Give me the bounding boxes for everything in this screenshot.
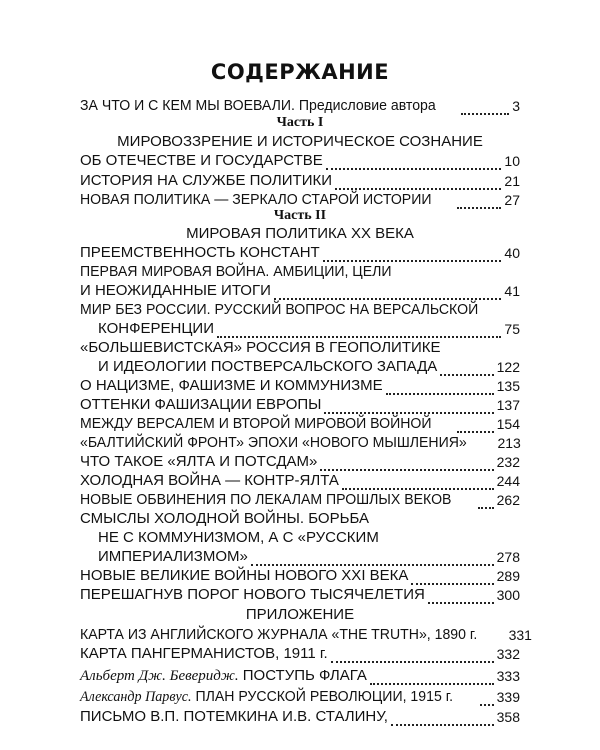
toc-entry	[80, 527, 520, 547]
leader-dots	[335, 174, 501, 190]
toc-entry-author: Александр Парвус.	[80, 689, 192, 705]
toc-entry	[80, 394, 520, 414]
toc-entry	[80, 242, 520, 262]
toc-entry-text: И НЕОЖИДАННЫЕ ИТОГИ	[80, 282, 271, 299]
toc-entry-page: 122	[496, 359, 520, 375]
toc-entry	[80, 413, 520, 433]
toc-entry-text: МЕЖДУ ВЕРСАЛЕМ И ВТОРОЙ МИРОВОЙ ВОЙНОЙ	[80, 415, 432, 432]
toc-entry	[80, 643, 520, 663]
toc-entry	[80, 706, 520, 726]
toc-entry-text: ПЕРЕШАГНУВ ПОРОГ НОВОГО ТЫСЯЧЕЛЕТИЯ	[80, 586, 425, 603]
toc-entry	[80, 451, 520, 471]
toc-entry-text: «БАЛТИЙСКИЙ ФРОНТ» ЭПОХИ «НОВОГО МЫШЛЕНИЯ»	[80, 434, 467, 451]
toc-entry-page: 289	[496, 568, 520, 584]
toc-entry-text: НОВЫЕ ОБВИНЕНИЯ ПО ЛЕКАЛАМ ПРОШЛЫХ ВЕКОВ	[80, 491, 452, 508]
leader-dots	[217, 322, 501, 338]
toc-entry	[80, 299, 520, 319]
toc-entry-author: Альберт Дж. Беверидж.	[80, 668, 239, 684]
leader-dots	[251, 550, 494, 566]
toc-entry-text: КАРТА ИЗ АНГЛИЙСКОГО ЖУРНАЛА «THE TRUTH», 1890 г.	[80, 626, 478, 643]
toc-entry-page: 10	[504, 153, 520, 169]
toc-entry-text: Александр Парвус. ПЛАН РУССКОЙ РЕВОЛЮЦИИ, 1915 г.	[80, 688, 454, 705]
leader-dots	[320, 455, 493, 471]
toc-entry-text: ПЕРВАЯ МИРОВАЯ ВОЙНА. АМБИЦИИ, ЦЕЛИ	[80, 263, 392, 280]
toc-entry	[80, 489, 520, 509]
toc-entry-text: ПИСЬМО В.П. ПОТЕМКИНА И.В. СТАЛИНУ,	[80, 708, 388, 725]
toc-entry	[80, 565, 520, 585]
leader-dots	[323, 246, 502, 262]
toc-entry	[80, 318, 520, 338]
toc-entry	[80, 170, 520, 190]
leader-dots	[342, 474, 494, 490]
leader-dots	[324, 398, 493, 414]
toc-entry-page: 154	[496, 416, 520, 432]
toc-entry	[80, 624, 532, 644]
toc-entry-text: НОВЫЕ ВЕЛИКИЕ ВОЙНЫ НОВОГО XXI ВЕКА	[80, 567, 409, 584]
toc-entry	[80, 337, 520, 357]
toc-entry-text: ИСТОРИЯ НА СЛУЖБЕ ПОЛИТИКИ	[80, 172, 333, 189]
toc-entry	[80, 261, 520, 281]
toc-entry-page: 300	[496, 587, 520, 603]
toc-entry-page: 21	[504, 173, 520, 189]
toc-entry-text: СМЫСЛЫ ХОЛОДНОЙ ВОЙНЫ. БОРЬБА	[80, 510, 369, 527]
toc-entry	[80, 280, 520, 300]
leader-dots	[331, 647, 494, 663]
toc-entry-text: НЕ С КОММУНИЗМОМ, А С «РУССКИМ	[98, 529, 379, 546]
toc-entry-preface	[80, 95, 520, 115]
toc-entry-page: 27	[504, 192, 520, 208]
toc-entry-text: НОВАЯ ПОЛИТИКА — ЗЕРКАЛО СТАРОЙ ИСТОРИИ	[80, 191, 432, 208]
toc-entry-page: 262	[496, 492, 520, 508]
toc-entry-text: ОТТЕНКИ ФАШИЗАЦИИ ЕВРОПЫ	[80, 396, 322, 413]
toc-entry-page: 137	[496, 397, 520, 413]
part-label: Часть II	[273, 208, 327, 223]
toc-entry	[80, 375, 520, 395]
toc-entry-page: 358	[496, 709, 520, 725]
toc-entry-page: 75	[504, 321, 520, 337]
leader-dots	[478, 493, 493, 509]
leader-dots	[370, 669, 494, 685]
toc-entry-page: 3	[512, 98, 520, 114]
toc-entry-text: ЧТО ТАКОЕ «ЯЛТА И ПОТСДАМ»	[80, 453, 318, 470]
toc-entry-text: ИМПЕРИАЛИЗМОМ»	[98, 548, 248, 565]
toc-entry-text: О НАЦИЗМЕ, ФАШИЗМЕ И КОММУНИЗМЕ	[80, 377, 383, 394]
toc-entry-page: 333	[496, 668, 520, 684]
toc-entry-page: 244	[496, 473, 520, 489]
toc-entry-text: ЗА ЧТО И С КЕМ МЫ ВОЕВАЛИ. Предисловие автора	[80, 97, 436, 114]
page-title: СОДЕРЖАНИЕ	[210, 60, 390, 84]
toc-entry-text: ХОЛОДНАЯ ВОЙНА — КОНТР-ЯЛТА	[80, 472, 339, 489]
toc-entry-text: КАРТА ПАНГЕРМАНИСТОВ, 1911 г.	[80, 645, 328, 662]
leader-dots	[391, 710, 494, 726]
toc-entry	[80, 150, 520, 170]
part-heading: МИРОВОЗЗРЕНИЕ И ИСТОРИЧЕСКОЕ СОЗНАНИЕ	[117, 133, 483, 150]
toc-entry-page: 332	[496, 646, 520, 662]
part-heading: МИРОВАЯ ПОЛИТИКА XX ВЕКА	[186, 225, 414, 242]
toc-entry	[80, 508, 520, 528]
toc-entry-page: 278	[496, 549, 520, 565]
toc-entry	[80, 432, 520, 452]
leader-dots	[428, 588, 494, 604]
toc-entry-text: И ИДЕОЛОГИИ ПОСТВЕРСАЛЬСКОГО ЗАПАДА	[98, 358, 438, 375]
part-label: Часть I	[276, 115, 324, 130]
leader-dots	[411, 569, 493, 585]
leader-dots	[457, 417, 494, 433]
toc-entry-page: 41	[504, 283, 520, 299]
toc-entry-page: 339	[496, 689, 520, 705]
leader-dots	[326, 154, 502, 170]
toc-entry-text: ПРЕЕМСТВЕННОСТЬ КОНСТАНТ	[80, 244, 320, 261]
toc-entry	[80, 665, 520, 685]
toc-entry-text: «БОЛЬШЕВИСТСКАЯ» РОССИЯ В ГЕОПОЛИТИКЕ	[80, 339, 441, 356]
toc-entry-page: 40	[504, 245, 520, 261]
leader-dots	[274, 284, 502, 300]
toc-entry-page: 135	[496, 378, 520, 394]
leader-dots	[480, 690, 494, 706]
toc-entry-text: КОНФЕРЕНЦИИ	[98, 320, 214, 337]
toc-entry	[80, 470, 520, 490]
toc-entry	[80, 584, 520, 604]
leader-dots	[386, 379, 494, 395]
toc-entry	[80, 546, 520, 566]
toc-entry-page: 232	[496, 454, 520, 470]
toc-entry-page: 331	[508, 627, 532, 643]
toc-entry	[80, 686, 520, 706]
toc-entry-text: МИР БЕЗ РОССИИ. РУССКИЙ ВОПРОС НА ВЕРСАЛЬСКОЙ	[80, 301, 479, 318]
toc-entry-page: 213	[497, 435, 521, 451]
toc-entry-text: ОБ ОТЕЧЕСТВЕ И ГОСУДАРСТВЕ	[80, 152, 323, 169]
leader-dots	[440, 360, 493, 376]
appendix-heading: ПРИЛОЖЕНИЕ	[245, 606, 355, 623]
toc-entry	[80, 356, 520, 376]
toc-entry-text: Альберт Дж. Беверидж. ПОСТУПЬ ФЛАГА	[80, 667, 367, 684]
